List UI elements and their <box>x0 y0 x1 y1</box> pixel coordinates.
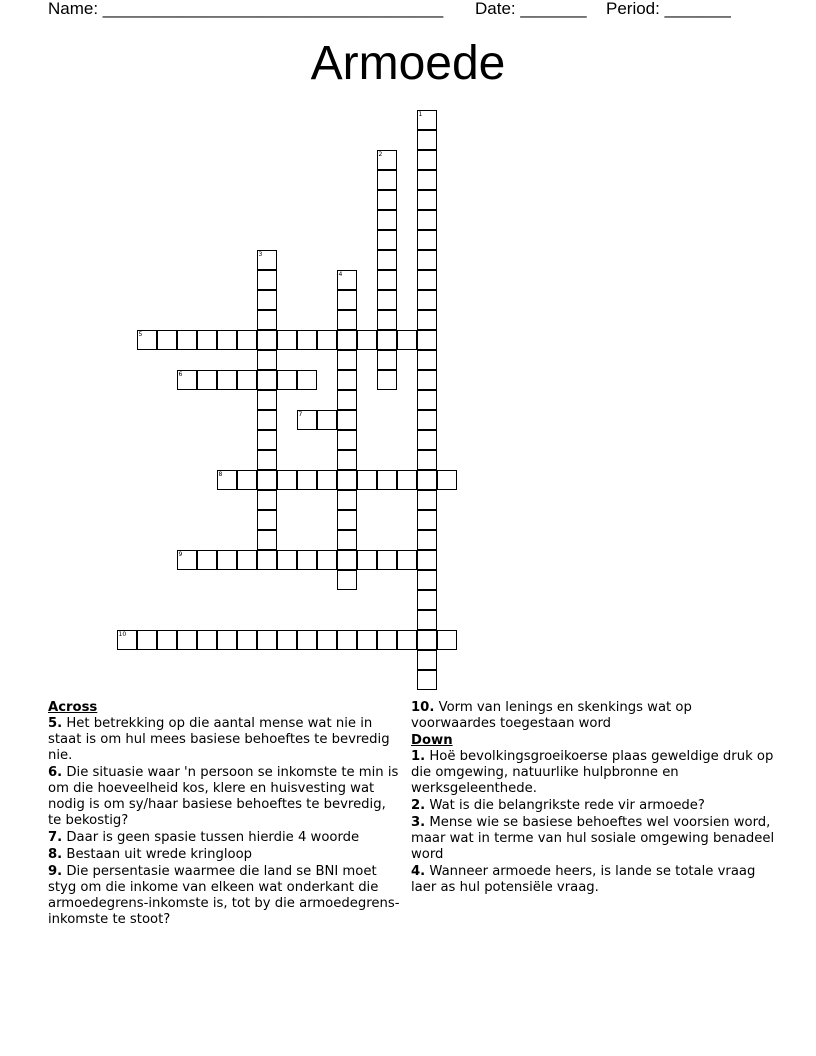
grid-cell[interactable] <box>257 450 277 470</box>
grid-cell[interactable] <box>217 630 237 650</box>
clue-across-10: 10. Vorm van lenings en skenkings wat op voorwaardes toegestaan word <box>411 700 692 731</box>
grid-cell[interactable] <box>417 350 437 370</box>
clue-number-3: 3 <box>258 250 263 258</box>
grid-cell[interactable] <box>257 290 277 310</box>
grid-cell[interactable] <box>337 310 357 330</box>
grid-cell[interactable] <box>197 630 217 650</box>
grid-cell[interactable] <box>257 550 277 570</box>
grid-cell[interactable] <box>337 490 357 510</box>
grid-cell[interactable] <box>277 370 297 390</box>
grid-cell[interactable] <box>157 630 177 650</box>
grid-cell[interactable] <box>317 470 337 490</box>
grid-cell[interactable] <box>417 150 437 170</box>
grid-cell[interactable] <box>437 470 457 490</box>
grid-cell[interactable] <box>237 550 257 570</box>
date-field[interactable]: Date: _______ <box>475 0 587 18</box>
grid-cell[interactable] <box>377 330 397 350</box>
grid-cell[interactable] <box>197 550 217 570</box>
clue-number-2: 2 <box>378 150 383 158</box>
grid-cell[interactable] <box>257 390 277 410</box>
grid-cell[interactable] <box>417 550 437 570</box>
grid-cell[interactable] <box>417 570 437 590</box>
grid-cell[interactable] <box>197 370 217 390</box>
grid-cell[interactable] <box>237 630 257 650</box>
grid-cell[interactable] <box>217 370 237 390</box>
clue-across-6: 6. Die situasie waar 'n persoon se inkomste te min is om die hoeveelheid kos, klere en huisvesting wat nodig is om sy/haar basiese behoeftes te bevredig, te bekostig? <box>48 765 399 828</box>
grid-cell[interactable] <box>417 170 437 190</box>
grid-cell[interactable] <box>377 230 397 250</box>
grid-cell[interactable] <box>357 330 377 350</box>
grid-cell[interactable] <box>337 530 357 550</box>
grid-cell[interactable] <box>137 630 157 650</box>
clue-number-9: 9 <box>178 550 183 558</box>
grid-cell[interactable] <box>317 630 337 650</box>
grid-cell[interactable] <box>257 470 277 490</box>
grid-cell[interactable] <box>337 450 357 470</box>
grid-cell[interactable] <box>257 490 277 510</box>
grid-cell[interactable] <box>257 430 277 450</box>
grid-cell[interactable] <box>417 330 437 350</box>
grid-cell[interactable] <box>297 470 317 490</box>
grid-cell[interactable] <box>257 370 277 390</box>
grid-cell[interactable] <box>377 550 397 570</box>
grid-cell[interactable] <box>317 330 337 350</box>
clue-down-4: 4. Wanneer armoede heers, is lande se totale vraag laer as hul potensiële vraag. <box>411 864 756 895</box>
grid-cell[interactable] <box>377 250 397 270</box>
grid-cell[interactable] <box>237 470 257 490</box>
grid-cell[interactable] <box>377 290 397 310</box>
grid-cell[interactable] <box>417 290 437 310</box>
grid-cell[interactable] <box>277 550 297 570</box>
grid-cell[interactable] <box>417 190 437 210</box>
grid-cell[interactable] <box>297 630 317 650</box>
grid-cell[interactable] <box>377 210 397 230</box>
grid-cell[interactable] <box>397 630 417 650</box>
grid-cell[interactable] <box>197 330 217 350</box>
down-heading: Down <box>411 733 453 748</box>
grid-cell[interactable] <box>257 310 277 330</box>
grid-cell[interactable] <box>377 370 397 390</box>
grid-cell[interactable] <box>217 330 237 350</box>
grid-cell[interactable] <box>377 170 397 190</box>
grid-cell[interactable] <box>237 330 257 350</box>
grid-cell[interactable] <box>337 370 357 390</box>
grid-cell[interactable] <box>377 270 397 290</box>
grid-cell[interactable] <box>417 530 437 550</box>
clue-down-2: 2. Wat is die belangrikste rede vir armoede? <box>411 798 705 813</box>
grid-cell[interactable] <box>337 550 357 570</box>
period-field[interactable]: Period: _______ <box>606 0 731 18</box>
grid-cell[interactable] <box>397 550 417 570</box>
grid-cell[interactable] <box>257 350 277 370</box>
grid-cell[interactable] <box>357 470 377 490</box>
grid-cell[interactable] <box>337 630 357 650</box>
grid-cell[interactable] <box>177 630 197 650</box>
grid-cell[interactable] <box>217 550 237 570</box>
grid-cell[interactable] <box>417 270 437 290</box>
grid-cell[interactable] <box>437 630 457 650</box>
grid-cell[interactable] <box>337 390 357 410</box>
grid-cell[interactable] <box>377 470 397 490</box>
clue-number-6: 6 <box>178 370 183 378</box>
clue-number-8: 8 <box>218 470 223 478</box>
grid-cell[interactable] <box>177 330 197 350</box>
clue-across-7: 7. Daar is geen spasie tussen hierdie 4 woorde <box>48 830 360 845</box>
clue-down-1: 1. Hoë bevolkingsgroeikoerse plaas geweldige druk op die omgewing, natuurlike hulpbronne en werksgeleenthede. <box>411 749 774 796</box>
grid-cell[interactable] <box>317 550 337 570</box>
clues-right-column <box>411 700 776 897</box>
grid-cell[interactable] <box>317 410 337 430</box>
grid-cell[interactable] <box>297 370 317 390</box>
grid-cell[interactable] <box>417 370 437 390</box>
grid-cell[interactable] <box>337 430 357 450</box>
grid-cell[interactable] <box>357 550 377 570</box>
clues-left-column <box>48 700 403 929</box>
grid-cell[interactable] <box>417 210 437 230</box>
clue-across-9: 9. Die persentasie waarmee die land se BNI moet styg om die inkome van elkeen wat onderkant die armoedegrens-inkomste is, tot by die armoedegrens-inkomste te stoot? <box>48 864 400 927</box>
grid-cell[interactable] <box>277 330 297 350</box>
grid-cell[interactable] <box>297 550 317 570</box>
clue-number-10: 10 <box>118 630 127 638</box>
grid-cell[interactable] <box>277 630 297 650</box>
clue-down-3: 3. Mense wie se basiese behoeftes wel voorsien word, maar wat in terme van hul sosiale omgewing benadeel word <box>411 815 775 862</box>
grid-cell[interactable] <box>417 610 437 630</box>
grid-cell[interactable] <box>337 410 357 430</box>
clue-number-4: 4 <box>338 270 343 278</box>
grid-cell[interactable] <box>397 330 417 350</box>
clue-across-8: 8. Bestaan uit wrede kringloop <box>48 847 253 862</box>
grid-cell[interactable] <box>337 330 357 350</box>
grid-cell[interactable] <box>377 630 397 650</box>
grid-cell[interactable] <box>417 590 437 610</box>
grid-cell[interactable] <box>257 410 277 430</box>
grid-cell[interactable] <box>417 250 437 270</box>
grid-cell[interactable] <box>357 630 377 650</box>
grid-cell[interactable] <box>417 230 437 250</box>
grid-cell[interactable] <box>297 330 317 350</box>
grid-cell[interactable] <box>257 270 277 290</box>
grid-cell[interactable] <box>257 630 277 650</box>
grid-cell[interactable] <box>257 330 277 350</box>
grid-cell[interactable] <box>397 470 417 490</box>
grid-cell[interactable] <box>257 510 277 530</box>
grid-cell[interactable] <box>417 510 437 530</box>
grid-cell[interactable] <box>337 510 357 530</box>
grid-cell[interactable] <box>417 450 437 470</box>
grid-cell[interactable] <box>377 350 397 370</box>
grid-cell[interactable] <box>377 190 397 210</box>
grid-cell[interactable] <box>417 410 437 430</box>
grid-cell[interactable] <box>237 370 257 390</box>
clue-number-1: 1 <box>418 110 423 118</box>
grid-cell[interactable] <box>417 130 437 150</box>
grid-cell[interactable] <box>377 310 397 330</box>
grid-cell[interactable] <box>417 470 437 490</box>
grid-cell[interactable] <box>417 310 437 330</box>
grid-cell[interactable] <box>157 330 177 350</box>
grid-cell[interactable] <box>417 650 437 670</box>
grid-cell[interactable] <box>417 630 437 650</box>
grid-cell[interactable] <box>337 570 357 590</box>
puzzle-title: Armoede <box>310 37 506 90</box>
grid-cell[interactable] <box>417 490 437 510</box>
grid-cell[interactable] <box>257 530 277 550</box>
grid-cell[interactable] <box>277 470 297 490</box>
grid-cell[interactable] <box>337 350 357 370</box>
clue-across-5: 5. Het betrekking op die aantal mense wat nie in staat is om hul mees basiese behoeftes te bevredig nie. <box>48 716 390 763</box>
clue-number-7: 7 <box>298 410 303 418</box>
grid-cell[interactable] <box>337 470 357 490</box>
grid-cell[interactable] <box>337 290 357 310</box>
grid-cell[interactable] <box>417 430 437 450</box>
across-heading: Across <box>48 700 98 715</box>
clue-number-5: 5 <box>138 330 143 338</box>
name-field[interactable]: Name: ____________________________________ <box>48 0 444 18</box>
grid-cell[interactable] <box>417 390 437 410</box>
grid-cell[interactable] <box>417 670 437 690</box>
